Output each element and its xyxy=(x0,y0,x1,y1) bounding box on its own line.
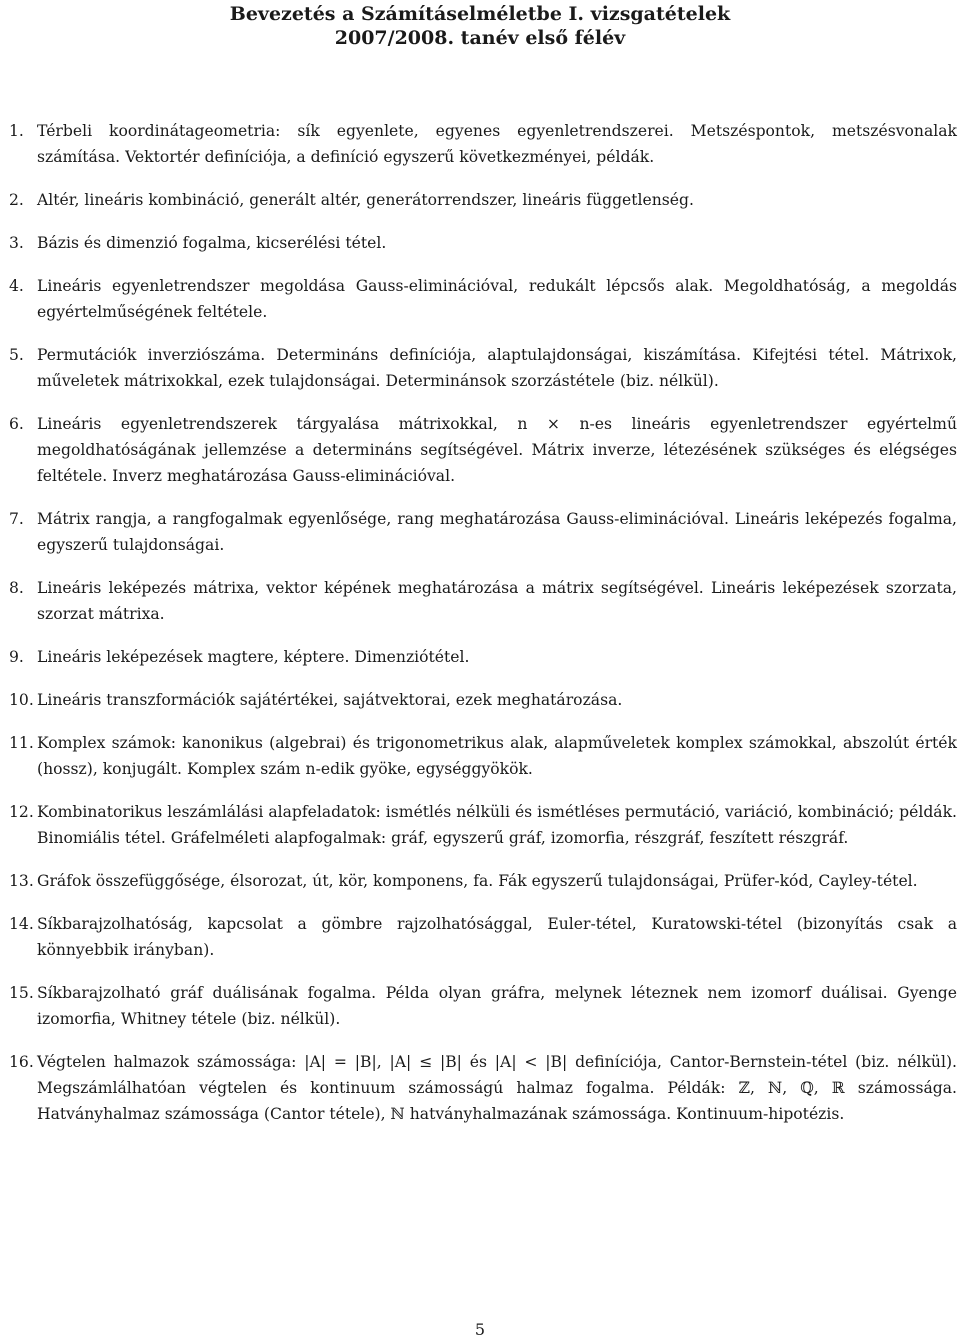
item-text: Lineáris egyenletrendszerek tárgyalása mátrixokkal, n × n-es lineáris egyenletrendszer egyértelmű megoldhatóságának jellemzése a determináns segítségével. Mátrix inverze, létezésének szükséges és elégséges feltétele. Inverz meghatározása Gauss-eliminációval. xyxy=(37,415,957,485)
list-item xyxy=(9,799,957,851)
item-number: 5. xyxy=(9,346,24,364)
list-item xyxy=(9,575,957,627)
document-title xyxy=(0,2,960,50)
item-text: Lineáris leképezés mátrixa, vektor képének meghatározása a mátrix segítségével. Lineáris leképezések szorzata, szorzat mátrixa. xyxy=(37,579,957,623)
item-number: 11. xyxy=(9,734,34,752)
list-item xyxy=(9,730,957,782)
item-number: 3. xyxy=(9,234,24,252)
item-text: Permutációk inverziószáma. Determináns definíciója, alaptulajdonságai, kiszámítása. Kifejtési tétel. Mátrixok, műveletek mátrixokkal, ezek tulajdonságai. Determinánsok szorzástétele (biz. nélkül). xyxy=(37,346,957,390)
page-number: 5 xyxy=(474,1320,486,1339)
item-number: 15. xyxy=(9,984,34,1002)
item-text: Komplex számok: kanonikus (algebrai) és trigonometrikus alak, alapműveletek komplex számokkal, abszolút érték (hossz), konjugált. Komplex szám n-edik gyöke, egységgyökök. xyxy=(37,734,957,778)
list-item xyxy=(9,1049,957,1127)
item-text: Lineáris egyenletrendszer megoldása Gauss-eliminációval, redukált lépcsős alak. Megoldhatóság, a megoldás egyértelműségének feltétele. xyxy=(37,277,957,321)
item-text: Síkbarajzolható gráf duálisának fogalma. Példa olyan gráfra, melynek léteznek nem izomorf duálisai. Gyenge izomorfia, Whitney tétele (biz. nélkül). xyxy=(37,984,957,1028)
item-number: 1. xyxy=(9,122,24,140)
list-item xyxy=(9,187,957,213)
list-item xyxy=(9,980,957,1032)
item-number: 4. xyxy=(9,277,24,295)
item-text: Lineáris leképezések magtere, képtere. Dimenziótétel. xyxy=(37,648,470,666)
list-item xyxy=(9,342,957,394)
list-item xyxy=(9,868,957,894)
item-number: 2. xyxy=(9,191,24,209)
list-item xyxy=(9,506,957,558)
item-number: 16. xyxy=(9,1053,34,1071)
item-number: 13. xyxy=(9,872,34,890)
item-text: Bázis és dimenzió fogalma, kicserélési tétel. xyxy=(37,234,387,252)
list-item xyxy=(9,273,957,325)
item-number: 7. xyxy=(9,510,24,528)
item-number: 9. xyxy=(9,648,24,666)
list-item xyxy=(9,118,957,170)
item-text: Síkbarajzolhatóság, kapcsolat a gömbre rajzolhatósággal, Euler-tétel, Kuratowski-tétel (bizonyítás csak a könnyebbik irányban). xyxy=(37,915,957,959)
title-line-2: 2007/2008. tanév első félév xyxy=(334,27,626,49)
list-item xyxy=(9,911,957,963)
list-item xyxy=(9,411,957,489)
item-number: 6. xyxy=(9,415,24,433)
item-text: Térbeli koordinátageometria: sík egyenlete, egyenes egyenletrendszerei. Metszéspontok, metszésvonalak számítása. Vektortér definíciója, a definíció egyszerű következményei, példák. xyxy=(37,122,957,166)
item-text: Végtelen halmazok számossága: |A| = |B|, |A| ≤ |B| és |A| < |B| definíciója, Cantor-Bernstein-tétel (biz. nélkül). Megszámlálhatóan végtelen és kontinuum számosságú halmaz fogalma. Példák: ℤ, ℕ, ℚ, ℝ számossága. Hatványhalmaz számossága (Cantor tétele), ℕ hatványhalmazának számossága. Kontinuum-hipotézis. xyxy=(37,1053,957,1123)
item-text: Altér, lineáris kombináció, generált altér, generátorrendszer, lineáris függetlenség. xyxy=(37,191,694,209)
item-text: Kombinatorikus leszámlálási alapfeladatok: ismétlés nélküli és ismétléses permutáció, variáció, kombináció; példák. Binomiális tétel. Gráfelméleti alapfogalmak: gráf, egyszerű gráf, izomorfia, részgráf, feszített részgráf. xyxy=(37,803,957,847)
list-item xyxy=(9,230,957,256)
title-line-1: Bevezetés a Számításelméletbe I. vizsgatételek xyxy=(229,3,731,25)
item-text: Mátrix rangja, a rangfogalmak egyenlősége, rang meghatározása Gauss-eliminációval. Lineáris leképezés fogalma, egyszerű tulajdonságai. xyxy=(37,510,957,554)
exam-topic-list xyxy=(9,118,957,1144)
item-text: Lineáris transzformációk sajátértékei, sajátvektorai, ezek meghatározása. xyxy=(37,691,623,709)
item-text: Gráfok összefüggősége, élsorozat, út, kör, komponens, fa. Fák egyszerű tulajdonságai, Prüfer-kód, Cayley-tétel. xyxy=(37,872,918,890)
item-number: 12. xyxy=(9,803,34,821)
list-item xyxy=(9,687,957,713)
item-number: 10. xyxy=(9,691,34,709)
item-number: 8. xyxy=(9,579,24,597)
list-item xyxy=(9,644,957,670)
item-number: 14. xyxy=(9,915,34,933)
